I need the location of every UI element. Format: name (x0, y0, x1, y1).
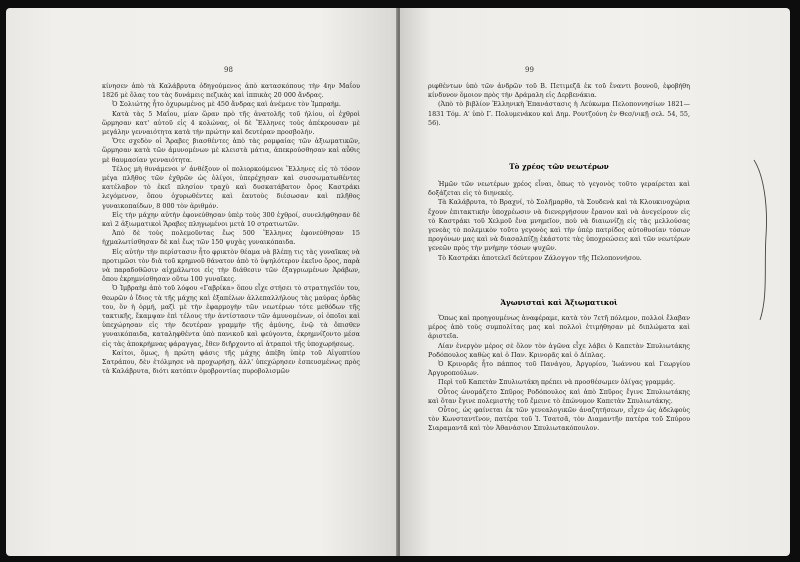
page-number: 99 (525, 66, 534, 74)
section-block (428, 180, 690, 263)
section-heading: Τὸ χρέος τῶν νεωτέρων (509, 162, 609, 171)
paragraph: Ὁ Ἰμβραὴμ ἀπὸ τοῦ λόφου «Γαβρίκα» ὅπου εἶχε στήσει τὸ στρατηγεῖόν του, θεωρῶν ὁ ἴδιος τὰ τῆς μάχης καὶ ἐξαπέλων ἀλλεπαλλήλους τὰς μαύρας ὁρδὰς του, ὅν ἡ ὁρμή, μαζὶ μὲ τὴν ἐφαρμογὴν τῶν νεωτέρων τότε μεθόδων τῆς τακτικῆς, ἔκαμψαν ἐπὶ τέλους τὴν ἀντίστασιν τῶν ἀμυνομένων, οἱ ὁποῖοι καὶ ὑπεχώρησαν εἰς τὴν δευτέραν γραμμὴν τῆς ἀμύνης, ἐνῷ τὰ ὄπισθεν γυναικόπαιδα, καταληφθέντα ὑπὸ πανικοῦ καὶ φεύγοντα, ἐκρημνίζοντο μέσα εἰς τὰς ἀποκρήμνας φάραγγας, ἔθεν διῆρχοντο αἱ ἀτραποὶ τῆς ὑποχωρήσεως. (102, 284, 360, 348)
text-column (102, 82, 360, 377)
paragraph: Περὶ τοῦ Καπετὰν Σπυλιωτάκη πρέπει νὰ προσθέσωμεν ὀλίγας γραμμάς. (438, 378, 676, 387)
paragraph: Ὁ Κρινορᾶς ἦτο πάππος τοῦ Πανάγου, Ἀργυρίου, Ἰωάννου καὶ Γεωργίου Ἀργυροπούλων. (428, 360, 690, 378)
paragraph: Ὁ Σολιώτης ἦτο ὀχυρωμένος μὲ 450 ἄνδρας καὶ ἀνέμενε τὸν Ἰμπραήμ. (112, 100, 341, 109)
right-page (400, 8, 790, 556)
page-number: 98 (224, 66, 233, 74)
paragraph: Οὗτος, ὡς φαίνεται ἐκ τῶν γενεαλογικῶν ἀναζητήσεων, εἶχεν ὡς ἀδελφοὺς τὸν Κωνσταντῖνον, πατέρα τοῦ Ἰ. Τσατσᾶ, τὸν Διαμαντῆν πατέρα τοῦ Σπύρου Σιαραμαντᾶ καὶ τὸν Ἀθανάσιον Σπυλιωτακόπουλον. (428, 406, 690, 433)
paragraph: Ἀπὸ δὲ τοὺς πολεμοῦντας ἕως 500 Ἕλληνες ἐφονεύθησαν 15 ἠχμαλωτίσθησαν δὲ καὶ ἕως τῶν 150 ψυχὰς γυναικόπαιδα. (102, 229, 360, 247)
paragraph: Ὅπως καὶ προηγουμένως ἀναφέραμε, κατὰ τὸν 7ετῆ πόλεμον, πολλοὶ ἔλαβαν μέρος ἀπὸ τοὺς συμπολίτας μας καὶ πολλοὶ ἐτιμήθησαν μὲ διπλώματα καὶ ἀριστεῖα. (428, 314, 690, 341)
intro-block (428, 82, 690, 128)
paragraph: Τὸ Καστράκι ἀποτελεῖ δεύτερον Ζάλογγον τῆς Πελοποννήσου. (438, 253, 642, 262)
citation: (Ἀπὸ τὸ βιβλίον Ἑλληνικὴ Ἐπανάστασις ἡ Λεύκωμα Πελοποννησίων 1821—1831 Τόμ. Α' ὑπὸ Γ. Πολυμενάκου καὶ Δημ. Ρουτζούνη ἐν Θεσ/νικῇ σελ. 54, 55, 56). (428, 100, 690, 127)
pencil-margin-mark (750, 156, 776, 324)
left-page (6, 8, 398, 556)
paragraph: ριφθέντων ὑπὸ τῶν ἀνδρῶν τοῦ Β. Πετιμεζᾶ ἐκ τοῦ ἔναντι βουνοῦ, ἐφοβήθη κίνδυνον ὅμοιον πρὸς τὴν Δράμαλη εἰς Δερβενάκια. (428, 82, 690, 100)
paragraph: Τέλος μὴ θυνάμενοι ν' ἀνθέξουν οἱ πολιορκούμενοι Ἕλληνες εἰς τὸ τόσον μέγα πλῆθος τῶν ἐχθρῶν ὡς ὀλίγοι, ὑπερέχησαν καὶ συσσωματωθέντες κατέλαβον τὸ ἐκεῖ πλησίον τραχὺ καὶ δυσκατάβατον ὄρος Καστράκι λεγόμενον, ὅπου ὀχυρωθέντες καὶ ἑαυτοὺς διέσωσαν καὶ πλῆθος γυναικοπαίδων, 8 000 τὸν ἀριθμόν. (102, 164, 360, 210)
paragraph: κίνησεν ἀπὸ τὰ Καλάβρυτα ὁδηγούμενος ἀπὸ κατασκόπους τὴν 4ην Μαΐου 1826 μὲ ὅλας του τὰς δυνάμεις πεζικὰς καὶ ἱππικὰς 20 000 ἄνδρας. (102, 82, 360, 100)
paragraph: Ὅτε σχεδὸν οἱ Ἄραβες βιασθέντες ἀπὸ τὰς ρομφαίας τῶν ἀξιωματικῶν, ὥρμησαν κατὰ τῶν ἀμυνομένων μὲ κλειστὰ μάτια, ἀπεκρούσθησαν καὶ αὖθις μὲ θαυμασίαν γενναιότητα. (102, 137, 360, 164)
paragraph: Εἰς τὴν μάχην αὐτὴν ἐφονεύθησαν ὑπὲρ τοὺς 300 ἐχθροί, συνελήφθησαν δὲ καὶ 2 ἀξιωματικοὶ Ἄραβες πληγωμένοι μετὰ 10 στρατιωτῶν. (102, 210, 360, 229)
paragraph: Λίαν ἐνεργὸν μέρος σὲ ὅλον τὸν ἀγῶνα εἶχε λάβει ὁ Καπετὰν Σπυλιωτάκης Ροδόπουλος καθὼς καὶ ὁ Παν. Κρινορᾶς καὶ ὁ Δίπλας. (428, 341, 690, 359)
paragraph: Οὗτος ὠνομάζετο Σπῦρος Ροδόπουλος καὶ ἀπὸ Σπῦρος ἔγινε Σπυλιωτάκης καὶ ὅταν ἔγινε πολεμιστὴς τοῦ ἔμεινε τὸ ἐπώνυμον Καπετὰν Σπυλιωτάκης. (428, 387, 690, 405)
paragraph: Εἰς αὐτὴν τὴν περίστασιν ἦτο φρικτὸν θέαμα νὰ βλέπῃ τις τὰς γυναῖκας νὰ προτιμῶσι τὸν διὰ τοῦ κρημνοῦ θάνατον ἀπὸ τὸ ὑψηλότερον ἐκεῖνο ὄρος, παρὰ νὰ παραδοθῶσιν αἰχμάλωτοι εἰς τὴν διάθεσιν τῶν ἐξαγριωμένων Ἀράβων, ὅπου ἐκρημνίσθησαν οὕτω 100 γυναῖκες. (102, 247, 360, 284)
section-heading: Ἀγωνισταὶ καὶ Ἀξιωματικοὶ (500, 298, 618, 307)
paragraph: Κατὰ τὰς 5 Μαΐου, μίαν ὥραν πρὸ τῆς ἀνατολῆς τοῦ ἡλίου, οἱ ἐχθροὶ ὥρμησαν κατ' αὐτοῦ εἰς 4 κολώνας, οἱ δὲ Ἕλληνες τοὺς ἀπέκρουσαν μὲ μεγάλην γενναιότητα κατὰ τὴν πρώτην καὶ δευτέραν προσβολήν. (102, 109, 360, 137)
paragraph: Ἡμῶν τῶν νεωτέρων χρέος εἶναι, ὅπως τὸ γεγονὸς τοῦτο γεραίρεται καὶ δοξάζεται εἰς τὸ διηνεκές. (428, 180, 690, 198)
section-block (428, 314, 690, 434)
paragraph: Καίτοι, ὅμως, ἡ πρώτη φάσις τῆς μάχης ἀπέβη ὑπὲρ τοῦ Αἰγυπτίου Σατράπου, δὲν ἐτόλμησε νὰ προχωρήσῃ, ἀλλ' ὑπεχώρησεν ἐσπευσμένως πρὸς τὰ Καλάβρυτα, διότι κατόπιν ὁμοβροντίας πυροβολισμῶν (102, 348, 360, 376)
paragraph: Τὰ Καλάβρυτα, τὸ Βραχνί, τὸ Σολῆμαρθο, τὰ Σουδενὰ καὶ τὰ Κλουκινοχώρια ἔχουν ἐπιτακτικὴν ὑποχρέωσιν νὰ διενεργήσουν ἔρανον καὶ νὰ ἀνεγείρουν εἰς τὸ Καστράκι τοῦ Χελμοῦ ἕνα μνημεῖον, ποὺ νὰ διαιωνίζῃ εἰς τὰς μελλούσας γενεὰς τὸ πολεμικὸν τοῦτο γεγονὸς καὶ τὴν ὑπὲρ πατρίδος αὐτοθυσίαν τόσων προγόνων μας καὶ νὰ διασαλπίζῃ ἐκάστοτε τὰς ὑποχρεώσεις καὶ τῶν νεωτέρων γενεῶν πρὸς τὴν μνήμην τόσων ψυχῶν. (428, 198, 690, 253)
